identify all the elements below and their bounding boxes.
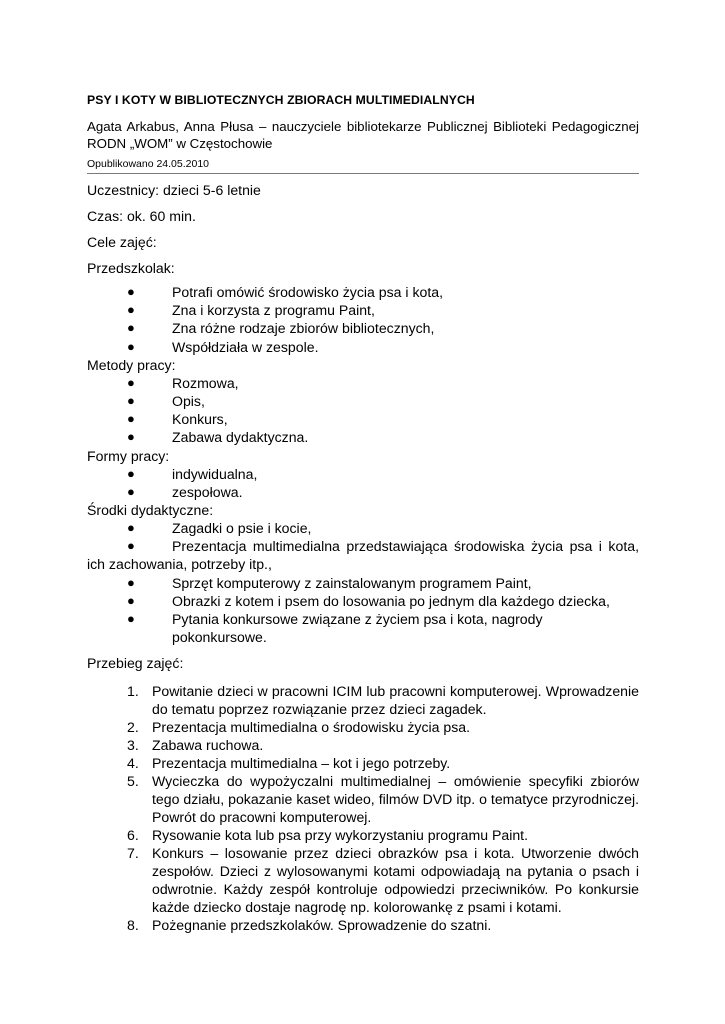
list-item: ● Rozmowa,: [127, 374, 239, 391]
bullet-icon: ●: [127, 465, 135, 481]
bullet-icon: ●: [127, 284, 135, 299]
list-item: 8. Pożegnanie przedszkolaków. Sprowadzenie do szatni.: [127, 917, 492, 934]
list-item: ● Prezentacja multimedialna przedstawiająca środowiska życia psa i kota, ich zachowania, potrzeby itp.,: [87, 538, 639, 573]
bullet-icon: ●: [127, 302, 135, 318]
document-body: [87, 181, 639, 934]
list-item: ● Konkurs,: [127, 411, 228, 428]
list-item: 5. Wycieczka do wypożyczalni multimedialnej – omówienie specyfiki zbiorów tego działu, pokazanie kaset wideo, filmów DVD itp. o tematyce przyrodniczej. Powrót do pracowni komputerowej.: [127, 773, 639, 826]
item-number: 6.: [127, 827, 139, 844]
item-number: 5.: [127, 773, 139, 790]
list-item: ● Zabawa dydaktyczna.: [127, 429, 309, 446]
preschooler-label: Przedszkolak:: [87, 260, 175, 276]
bullet-icon: ●: [127, 538, 135, 554]
item-number: 2.: [127, 719, 139, 736]
list-item: ● Potrafi omówić środowisko życia psa i kota,: [127, 284, 444, 300]
aids-list: [87, 519, 639, 646]
list-item: ● Zagadki o psie i kocie,: [127, 520, 312, 537]
document-title: PSY I KOTY W BIBLIOTECZNYCH ZBIORACH MULTIMEDIALNYCH: [87, 93, 475, 107]
list-item: 2. Prezentacja multimedialna o środowisku życia psa.: [127, 719, 471, 736]
bullet-icon: ●: [127, 592, 135, 608]
list-item: ● Pytania konkursowe związane z życiem psa i kota, nagrody pokonkursowe.: [127, 611, 543, 646]
header-divider: [87, 173, 639, 174]
forms-list: [87, 465, 639, 501]
publication-date: Opublikowano 24.05.2010: [87, 158, 210, 170]
list-item: ● Obrazki z kotem i psem do losowania po jednym dla każdego dziecka,: [127, 592, 610, 609]
item-number: 7.: [127, 845, 139, 862]
list-item: 1. Powitanie dzieci w pracowni ICIM lub pracowni komputerowej. Wprowadzenie do tematu poprzez rozwiązanie przez dzieci zagadek.: [127, 683, 639, 718]
list-item: 7. Konkurs – losowanie przez dzieci obrazków psa i kota. Utworzenie dwóch zespołów. Dzieci z wylosowanymi kotami odpowiadają na pytania o psach i odwrotnie. Każdy zespół kontroluje odpowiedzi przeciwników. Po konkursie każde dziecko dostaje nagrodę np. kolorowankę z psami i kotami.: [127, 845, 639, 916]
course-list: [87, 682, 639, 934]
methods-label: Metody pracy:: [87, 356, 176, 373]
item-number: 4.: [127, 755, 139, 772]
bullet-icon: ●: [127, 338, 135, 354]
list-item: ● Sprzęt komputerowy z zainstalowanym programem Paint,: [127, 574, 532, 591]
bullet-icon: ●: [127, 320, 135, 336]
bullet-icon: ●: [127, 411, 135, 427]
bullet-icon: ●: [127, 574, 135, 590]
list-item: 3. Zabawa ruchowa.: [127, 737, 264, 754]
list-item: ● Zna i korzysta z programu Paint,: [127, 302, 375, 319]
item-number: 8.: [127, 917, 139, 934]
bullet-icon: ●: [127, 611, 135, 627]
list-item: 6. Rysowanie kota lub psa przy wykorzystaniu programu Paint.: [127, 827, 529, 844]
bullet-icon: ●: [127, 393, 135, 409]
authors-line: Agata Arkabus, Anna Płusa – nauczyciele bibliotekarze Publicznej Biblioteki Pedagogicznej RODN „WOM” w Częstochowie: [87, 119, 639, 151]
bullet-icon: ●: [127, 483, 135, 499]
time-line: Czas: ok. 60 min.: [87, 208, 196, 224]
list-item: ● indywidualna,: [127, 465, 258, 482]
list-item: 4. Prezentacja multimedialna – kot i jego potrzeby.: [127, 755, 451, 772]
list-item: ● Opis,: [127, 393, 205, 410]
list-item: ● Zna różne rodzaje zbiorów bibliotecznych,: [127, 320, 435, 337]
bullet-icon: ●: [127, 520, 135, 536]
list-item: ● zespołowa.: [127, 483, 243, 500]
item-number: 3.: [127, 737, 139, 754]
methods-list: [87, 374, 639, 447]
aids-label: Środki dydaktyczne:: [87, 502, 214, 519]
bullet-icon: ●: [127, 429, 135, 445]
bullet-icon: ●: [127, 374, 135, 390]
preschooler-list: [87, 283, 639, 356]
list-item: ● Współdziała w zespole.: [127, 338, 319, 355]
goals-label: Cele zajęć:: [87, 234, 157, 250]
course-label: Przebieg zajęć:: [87, 655, 184, 672]
participants-line: Uczestnicy: dzieci 5-6 letnie: [87, 182, 261, 198]
forms-label: Formy pracy:: [87, 447, 170, 464]
item-number: 1.: [127, 683, 139, 700]
